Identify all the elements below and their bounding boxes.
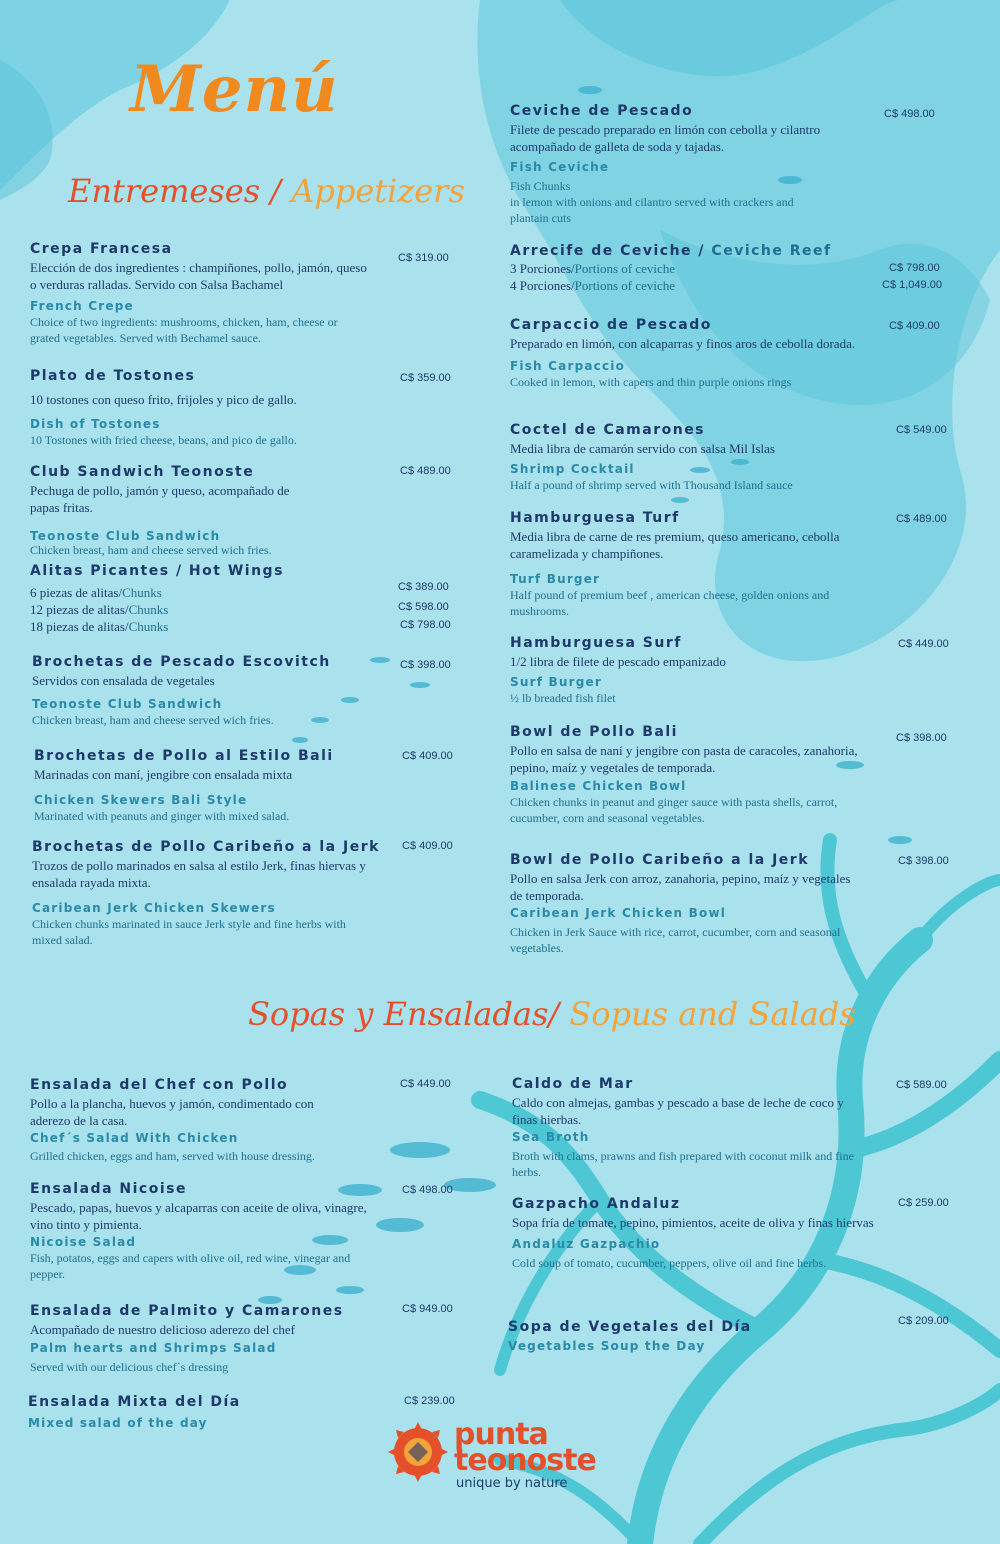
brand-logo bbox=[388, 1418, 628, 1498]
item-en-desc-title: Fish Chunks bbox=[510, 179, 571, 193]
item-en-name: Teonoste Club Sandwich bbox=[30, 529, 221, 543]
menu-item bbox=[508, 1318, 868, 1354]
portion-es: 18 piezas de alitas bbox=[30, 619, 125, 634]
item-en-name: Chicken Skewers Bali Style bbox=[34, 793, 248, 807]
item-price: C$ 259.00 bbox=[898, 1197, 949, 1209]
item-name: Caldo de Mar bbox=[512, 1076, 634, 1092]
item-name: Club Sandwich Teonoste bbox=[30, 464, 255, 480]
appetizers-heading bbox=[68, 172, 465, 210]
soups-heading-es: Sopas y Ensaladas bbox=[248, 995, 549, 1033]
item-price: C$ 1,049.00 bbox=[882, 279, 942, 291]
item-en-desc: Cold soup of tomato, cucumber, peppers, olive oil and fine herbs. bbox=[512, 1256, 827, 1270]
item-en-name: Sea Broth bbox=[512, 1130, 590, 1144]
item-en-desc: Chicken breast, ham and cheese served wich fries. bbox=[32, 713, 274, 727]
item-price: C$ 398.00 bbox=[400, 659, 451, 671]
item-name: Crepa Francesa bbox=[30, 241, 173, 257]
item-en-name: Dish of Tostones bbox=[30, 417, 161, 431]
item-en-desc: Fish, potatos, eggs and capers with olive oil, red wine, vinegar and pepper. bbox=[30, 1251, 351, 1281]
item-en-name: Caribean Jerk Chicken Bowl bbox=[510, 906, 727, 920]
item-price: C$ 589.00 bbox=[896, 1079, 947, 1091]
menu-item bbox=[510, 316, 860, 390]
item-price: C$ 389.00 bbox=[398, 581, 449, 593]
logo-tagline: unique by nature bbox=[456, 1476, 568, 1491]
item-en-desc: in lemon with onions and cilantro served with crackers and plantain cuts bbox=[510, 195, 794, 225]
item-desc: Preparado en limón, con alcaparras y finos aros de cebolla dorada. bbox=[510, 336, 856, 351]
item-desc: Elección de dos ingredientes : champiñones, pollo, jamón, queso o verduras ralladas. Servido con Salsa Bachamel bbox=[30, 260, 367, 292]
item-price: C$ 949.00 bbox=[402, 1303, 453, 1315]
item-desc: Pescado, papas, huevos y alcaparras con aceite de oliva, vinagre, vino tinto y pimienta. bbox=[30, 1200, 367, 1232]
item-en-name: Balinese Chicken Bowl bbox=[510, 779, 687, 793]
item-desc: Pollo en salsa de naní y jengibre con pasta de caracoles, zanahoria, pepino, maíz y vegetales de temporada. bbox=[510, 743, 858, 775]
menu-item bbox=[512, 1075, 872, 1180]
item-en-name: Fish Ceviche bbox=[510, 160, 610, 174]
menu-item bbox=[32, 838, 380, 948]
item-name: Ensalada Nicoise bbox=[30, 1181, 187, 1197]
item-name: Arrecife de Ceviche / Ceviche Reef bbox=[510, 243, 832, 259]
item-price: C$ 319.00 bbox=[398, 252, 449, 264]
item-name: Hamburguesa Surf bbox=[510, 635, 682, 651]
menu-item bbox=[28, 1393, 368, 1431]
item-name: Ceviche de Pescado bbox=[510, 103, 694, 119]
portion-row: 12 piezas de alitas / Chunks bbox=[30, 602, 169, 617]
menu-item bbox=[34, 747, 374, 824]
item-name: Bowl de Pollo Bali bbox=[510, 724, 678, 740]
menu-item bbox=[30, 240, 370, 346]
item-desc: Trozos de pollo marinados en salsa al estilo Jerk, finas hiervas y ensalada rayada mixta. bbox=[32, 858, 366, 890]
appetizers-heading-es: Entremeses bbox=[68, 172, 261, 210]
portion-en: Portions of ceviche bbox=[574, 278, 676, 293]
menu-item bbox=[30, 367, 370, 448]
menu-item bbox=[510, 242, 870, 294]
item-desc: Marinadas con maní, jengibre con ensalada mixta bbox=[34, 767, 293, 782]
item-price: C$ 359.00 bbox=[400, 372, 451, 384]
item-en-desc: Chicken chunks marinated in sauce Jerk style and fine herbs with mixed salad. bbox=[32, 917, 346, 947]
item-price: C$ 398.00 bbox=[898, 855, 949, 867]
item-desc: Sopa fría de tomate, pepino, pimientos, aceite de oliva y finas hiervas bbox=[512, 1215, 874, 1230]
item-price: C$ 409.00 bbox=[889, 320, 940, 332]
item-en-name: Andaluz Gazpachio bbox=[512, 1237, 661, 1251]
item-price: C$ 449.00 bbox=[400, 1078, 451, 1090]
item-en-name: Teonoste Club Sandwich bbox=[32, 697, 223, 711]
portion-en: Portions of ceviche bbox=[574, 261, 676, 276]
soups-heading-en: Sopus and Salads bbox=[569, 995, 856, 1033]
logo-word-2: teonoste bbox=[454, 1443, 596, 1478]
item-en-name: Vegetables Soup the Day bbox=[508, 1339, 706, 1353]
item-en-desc: Choice of two ingredients: mushrooms, chicken, ham, cheese or grated vegetables. Served with Bechamel sauce. bbox=[30, 315, 338, 345]
portion-en: Chunks bbox=[128, 619, 169, 634]
item-en-name: Mixed salad of the day bbox=[28, 1416, 208, 1430]
menu-item bbox=[30, 562, 390, 635]
menu-item bbox=[30, 1302, 370, 1375]
item-en-name: Surf Burger bbox=[510, 675, 602, 689]
item-price: C$ 598.00 bbox=[398, 601, 449, 613]
item-en-desc: 10 Tostones with fried cheese, beans, and pico de gallo. bbox=[30, 433, 297, 447]
portion-es: 12 piezas de alitas bbox=[30, 602, 125, 617]
menu-item bbox=[30, 1076, 350, 1164]
item-en-name: Fish Carpaccio bbox=[510, 359, 626, 373]
item-name: Plato de Tostones bbox=[30, 368, 196, 384]
item-en-desc: Chicken breast, ham and cheese served wich fries. bbox=[30, 543, 272, 557]
portion-row: 3 Porciones / Portions of ceviche bbox=[510, 261, 676, 276]
menu-item bbox=[512, 1195, 882, 1271]
item-en-desc: Broth with clams, prawns and fish prepared with coconut milk and fine herbs. bbox=[512, 1149, 854, 1179]
item-desc: Pechuga de pollo, jamón y queso, acompañado de papas fritas. bbox=[30, 483, 290, 515]
item-price: C$ 498.00 bbox=[402, 1184, 453, 1196]
item-en-name: Nicoise Salad bbox=[30, 1235, 137, 1249]
item-en-name: Shrimp Cocktail bbox=[510, 462, 635, 476]
item-price: C$ 549.00 bbox=[896, 424, 947, 436]
turtle-sun-icon bbox=[388, 1422, 450, 1484]
appetizers-heading-sep: / bbox=[270, 172, 282, 210]
portion-row: 18 piezas de alitas / Chunks bbox=[30, 619, 169, 634]
portion-en: Chunks bbox=[128, 602, 169, 617]
item-desc: Pollo a la plancha, huevos y jamón, condimentado con aderezo de la casa. bbox=[30, 1096, 314, 1128]
item-en-desc: Marinated with peanuts and ginger with mixed salad. bbox=[34, 809, 290, 823]
item-price: C$ 409.00 bbox=[402, 750, 453, 762]
item-name: Hamburguesa Turf bbox=[510, 510, 680, 526]
item-desc: Pollo en salsa Jerk con arroz, zanahoria, pepino, maíz y vegetales de temporada. bbox=[510, 871, 851, 903]
item-desc: 1/2 libra de filete de pescado empanizado bbox=[510, 654, 726, 669]
item-en-name: Palm hearts and Shrimps Salad bbox=[30, 1341, 277, 1355]
portion-row: 4 Porciones / Portions of ceviche bbox=[510, 278, 676, 293]
soups-heading-sep: / bbox=[548, 995, 560, 1033]
portion-en: Chunks bbox=[122, 585, 162, 600]
item-desc: Media libra de camarón servido con salsa Mil Islas bbox=[510, 441, 775, 456]
item-name: Gazpacho Andaluz bbox=[512, 1196, 681, 1212]
item-name: Bowl de Pollo Caribeño a la Jerk bbox=[510, 852, 810, 868]
menu-item bbox=[510, 509, 850, 619]
appetizers-heading-en: Appetizers bbox=[291, 172, 465, 210]
item-en-desc: Cooked in lemon, with capers and thin purple onions rings bbox=[510, 375, 792, 389]
item-en-desc: Grilled chicken, eggs and ham, served with house dressing. bbox=[30, 1149, 315, 1163]
item-name: Coctel de Camarones bbox=[510, 422, 706, 438]
item-price: C$ 209.00 bbox=[898, 1315, 949, 1327]
item-en-name: Chef´s Salad With Chicken bbox=[30, 1131, 239, 1145]
item-en-desc: Half pound of premium beef , american cheese, golden onions and mushrooms. bbox=[510, 588, 830, 618]
item-en-desc: ½ lb breaded fish filet bbox=[510, 691, 616, 705]
item-price: C$ 449.00 bbox=[898, 638, 949, 650]
item-name: Ensalada del Chef con Pollo bbox=[30, 1077, 289, 1093]
item-en-name: Caribean Jerk Chicken Skewers bbox=[32, 901, 276, 915]
menu-item bbox=[30, 1180, 370, 1282]
item-name: Brochetas de Pescado Escovitch bbox=[32, 654, 331, 670]
item-en-desc: Served with our delicious chef´s dressing bbox=[30, 1360, 229, 1374]
item-name: Carpaccio de Pescado bbox=[510, 317, 712, 333]
item-name: Brochetas de Pollo Caribeño a la Jerk bbox=[32, 839, 380, 855]
item-price: C$ 409.00 bbox=[402, 840, 453, 852]
item-name: Ensalada de Palmito y Camarones bbox=[30, 1303, 344, 1319]
item-desc: Media libra de carne de res premium, queso americano, cebolla caramelizada y champiñones. bbox=[510, 529, 840, 561]
item-name-alt: Ceviche Reef bbox=[711, 243, 832, 259]
portion-es: 3 Porciones bbox=[510, 261, 572, 276]
item-en-name: Turf Burger bbox=[510, 572, 601, 586]
menu-item bbox=[510, 102, 870, 226]
menu-title: Menú bbox=[130, 52, 339, 127]
item-price: C$ 239.00 bbox=[404, 1395, 455, 1407]
item-name: Sopa de Vegetales del Día bbox=[508, 1319, 752, 1335]
item-desc: Servidos con ensalada de vegetales bbox=[32, 673, 215, 688]
menu-item bbox=[510, 851, 855, 956]
item-en-desc: Chicken chunks in peanut and ginger sauce with pasta shells, carrot, cucumber, corn and seasonal vegetables. bbox=[510, 795, 838, 825]
item-price: C$ 798.00 bbox=[400, 619, 451, 631]
portion-es: 4 Porciones bbox=[510, 278, 572, 293]
item-desc: 10 tostones con queso frito, frijoles y pico de gallo. bbox=[30, 392, 297, 407]
item-en-desc: Chicken in Jerk Sauce with rice, carrot, cucumber, corn and seasonal vegetables. bbox=[510, 925, 841, 955]
item-name: Ensalada Mixta del Día bbox=[28, 1394, 241, 1410]
item-en-name: French Crepe bbox=[30, 299, 134, 313]
soups-heading bbox=[248, 995, 856, 1033]
item-price: C$ 798.00 bbox=[889, 262, 940, 274]
item-desc: Filete de pescado preparado en limón con cebolla y cilantro acompañado de galleta de soda y tajadas. bbox=[510, 122, 821, 154]
item-price: C$ 489.00 bbox=[400, 465, 451, 477]
logo-word-1: punta bbox=[454, 1417, 548, 1452]
menu-item bbox=[32, 653, 372, 728]
portion-row: 6 piezas de alitas / Chunks bbox=[30, 585, 162, 600]
item-name: Alitas Picantes / Hot Wings bbox=[30, 563, 284, 579]
item-desc: Acompañado de nuestro delicioso aderezo del chef bbox=[30, 1322, 295, 1337]
item-desc: Caldo con almejas, gambas y pescado a base de leche de coco y finas hierbas. bbox=[512, 1095, 844, 1127]
menu-item bbox=[510, 421, 870, 493]
menu-item bbox=[510, 634, 870, 706]
item-en-desc: Half a pound of shrimp served with Thousand Island sauce bbox=[510, 478, 793, 492]
item-name: Brochetas de Pollo al Estilo Bali bbox=[34, 748, 334, 764]
item-price: C$ 489.00 bbox=[896, 513, 947, 525]
portion-es: 6 piezas de alitas bbox=[30, 585, 119, 600]
menu-item bbox=[510, 723, 870, 826]
item-price: C$ 498.00 bbox=[884, 108, 935, 120]
menu-item bbox=[30, 463, 320, 557]
item-price: C$ 398.00 bbox=[896, 732, 947, 744]
